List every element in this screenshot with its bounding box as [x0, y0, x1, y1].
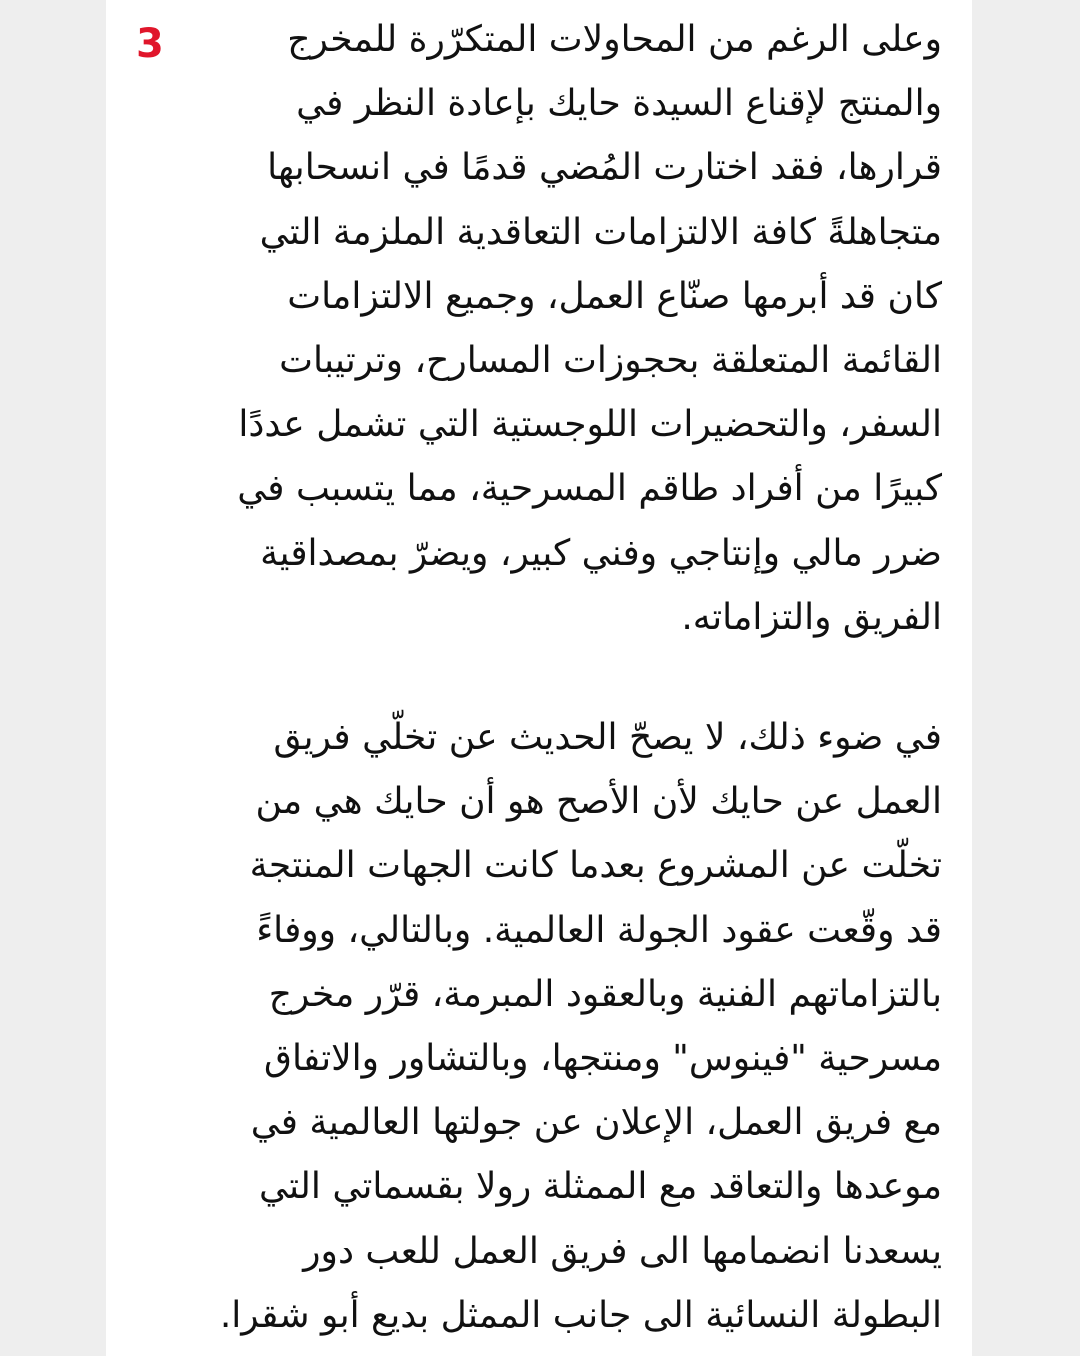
left-margin-band: [0, 0, 106, 1356]
statement-body: [150, 8, 942, 1348]
paragraph-withdrawal: وعلى الرغم من المحاولات المتكرّرة للمخرج والمنتج لإقناع السيدة حايك بإعادة النظر في قرارها، فقد اختارت المُضي قدمًا في انسحابها متجاهلةً كافة الالتزامات التعاقدية الملزمة التي كان قد أبرمها صنّاع العمل، وجميع الالتزامات القائمة المتعلقة بحجوزات المسارح، وترتيبات السفر، والتحضيرات اللوجستية التي تشمل عددًا كبيرًا من أفراد طاقم المسرحية، مما يتسبب في ضرر مالي وإنتاجي وفني كبير، ويضرّ بمصداقية الفريق والتزاماته.: [237, 19, 942, 638]
right-margin-band: [972, 0, 1080, 1356]
paragraph-spacer: [150, 650, 942, 706]
page-number: 3: [136, 21, 164, 67]
paragraph-world-tour: في ضوء ذلك، لا يصحّ الحديث عن تخلّي فريق العمل عن حايك لأن الأصح هو أن حايك هي من تخلّت عن المشروع بعدما كانت الجهات المنتجة قد وقّعت عقود الجولة العالمية. وبالتالي، ووفاءً بالتزاماتهم الفنية وبالعقود المبرمة، قرّر مخرج مسرحية "فينوس" ومنتجها، وبالتشاور والاتفاق مع فريق العمل، الإعلان عن جولتها العالمية في موعدها والتعاقد مع الممثلة رولا بقسماتي التي يسعدنا انضمامها الى فريق العمل للعب دور البطولة النسائية الى جانب الممثل بديع أبو شقرا.: [219, 717, 942, 1336]
